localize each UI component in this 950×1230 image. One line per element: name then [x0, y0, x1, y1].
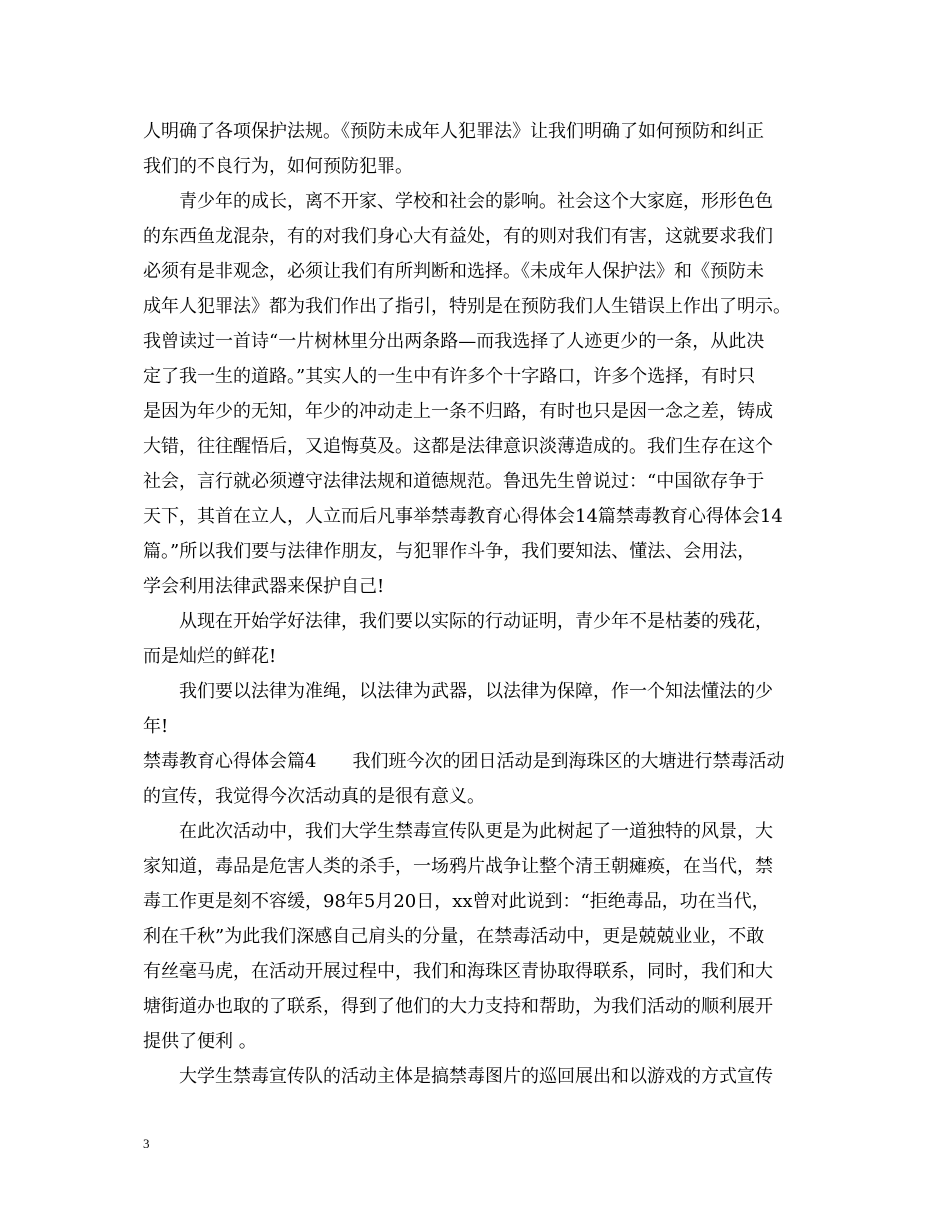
text-line: 定了我一生的道路。”其实人的一生中有许多个十字路口，许多个选择，有时只: [143, 366, 756, 387]
paragraph-start-line: 从现在开始学好法律，我们要以实际的行动证明，青少年不是枯萎的残花，: [179, 611, 773, 632]
text-line: 年!: [143, 716, 169, 737]
text-line: 我们的不良行为，如何预防犯罪。: [143, 156, 413, 177]
text-line: 家知道，毒品是危害人类的杀手，一场鸦片战争让整个清王朝瘫痪，在当代，禁: [143, 856, 773, 877]
text-line: 毒工作更是刻不容缓，98年5月20日，xx曾对此说到：“拒绝毒品，功在当代，: [143, 891, 770, 912]
text-line: 天下，其首在立人，人立而后凡事举禁毒教育心得体会14篇禁毒教育心得体会14: [143, 506, 783, 527]
page-number: 3: [143, 1136, 150, 1151]
text-line: 篇。”所以我们要与法律作朋友，与犯罪作斗争，我们要知法、懂法、会用法，: [143, 541, 756, 562]
text-line: 而是灿烂的鲜花!: [143, 646, 277, 667]
text-line: 是因为年少的无知，年少的冲动走上一条不归路，有时也只是因一念之差，铸成: [143, 401, 773, 422]
paragraph-start-line: 大学生禁毒宣传队的活动主体是搞禁毒图片的巡回展出和以游戏的方式宣传: [179, 1066, 773, 1087]
text-line: 提供了便利 。: [143, 1031, 257, 1052]
text-line: 利在千秋”为此我们深感自己肩头的分量，在禁毒活动中，更是兢兢业业，不敢: [143, 926, 765, 947]
text-line: 的东西鱼龙混杂，有的对我们身心大有益处，有的则对我们有害，这就要求我们: [143, 226, 773, 247]
text-line: 有丝毫马虎，在活动开展过程中，我们和海珠区青协取得联系，同时，我们和大: [143, 961, 773, 982]
paragraph-start-line: 在此次活动中，我们大学生禁毒宣传队更是为此树起了一道独特的风景，大: [179, 821, 773, 842]
paragraph-start-line: 青少年的成长，离不开家、学校和社会的影响。社会这个大家庭，形形色色: [179, 191, 773, 212]
text-line: 我曾读过一首诗“一片树林里分出两条路—而我选择了人迹更少的一条，从此决: [143, 331, 765, 352]
text-line: 成年人犯罪法》都为我们作出了指引，特别是在预防我们人生错误上作出了明示。: [143, 296, 791, 317]
section-heading-line: 禁毒教育心得体会篇4 我们班今次的团日活动是到海珠区的大塘进行禁毒活动: [143, 751, 785, 772]
text-line: 必须有是非观念，必须让我们有所判断和选择。《未成年人保护法》和《预防未: [143, 261, 764, 282]
text-line: 的宣传，我觉得今次活动真的是很有意义。: [143, 786, 485, 807]
body-text: [143, 114, 823, 1094]
text-line: 人明确了各项保护法规。《预防未成年人犯罪法》让我们明确了如何预防和纠正: [143, 121, 764, 142]
paragraph-start-line: 我们要以法律为准绳，以法律为武器，以法律为保障，作一个知法懂法的少: [179, 681, 773, 702]
text-line: 学会利用法律武器来保护自己!: [143, 576, 385, 597]
text-line: 大错，往往醒悟后，又追悔莫及。这都是法律意识淡薄造成的。我们生存在这个: [143, 436, 773, 457]
text-line: 社会，言行就必须遵守法律法规和道德规范。鲁迅先生曾说过：“中国欲存争于: [143, 471, 765, 492]
text-line: 塘街道办也取的了联系，得到了他们的大力支持和帮助，为我们活动的顺利展开: [143, 996, 773, 1017]
